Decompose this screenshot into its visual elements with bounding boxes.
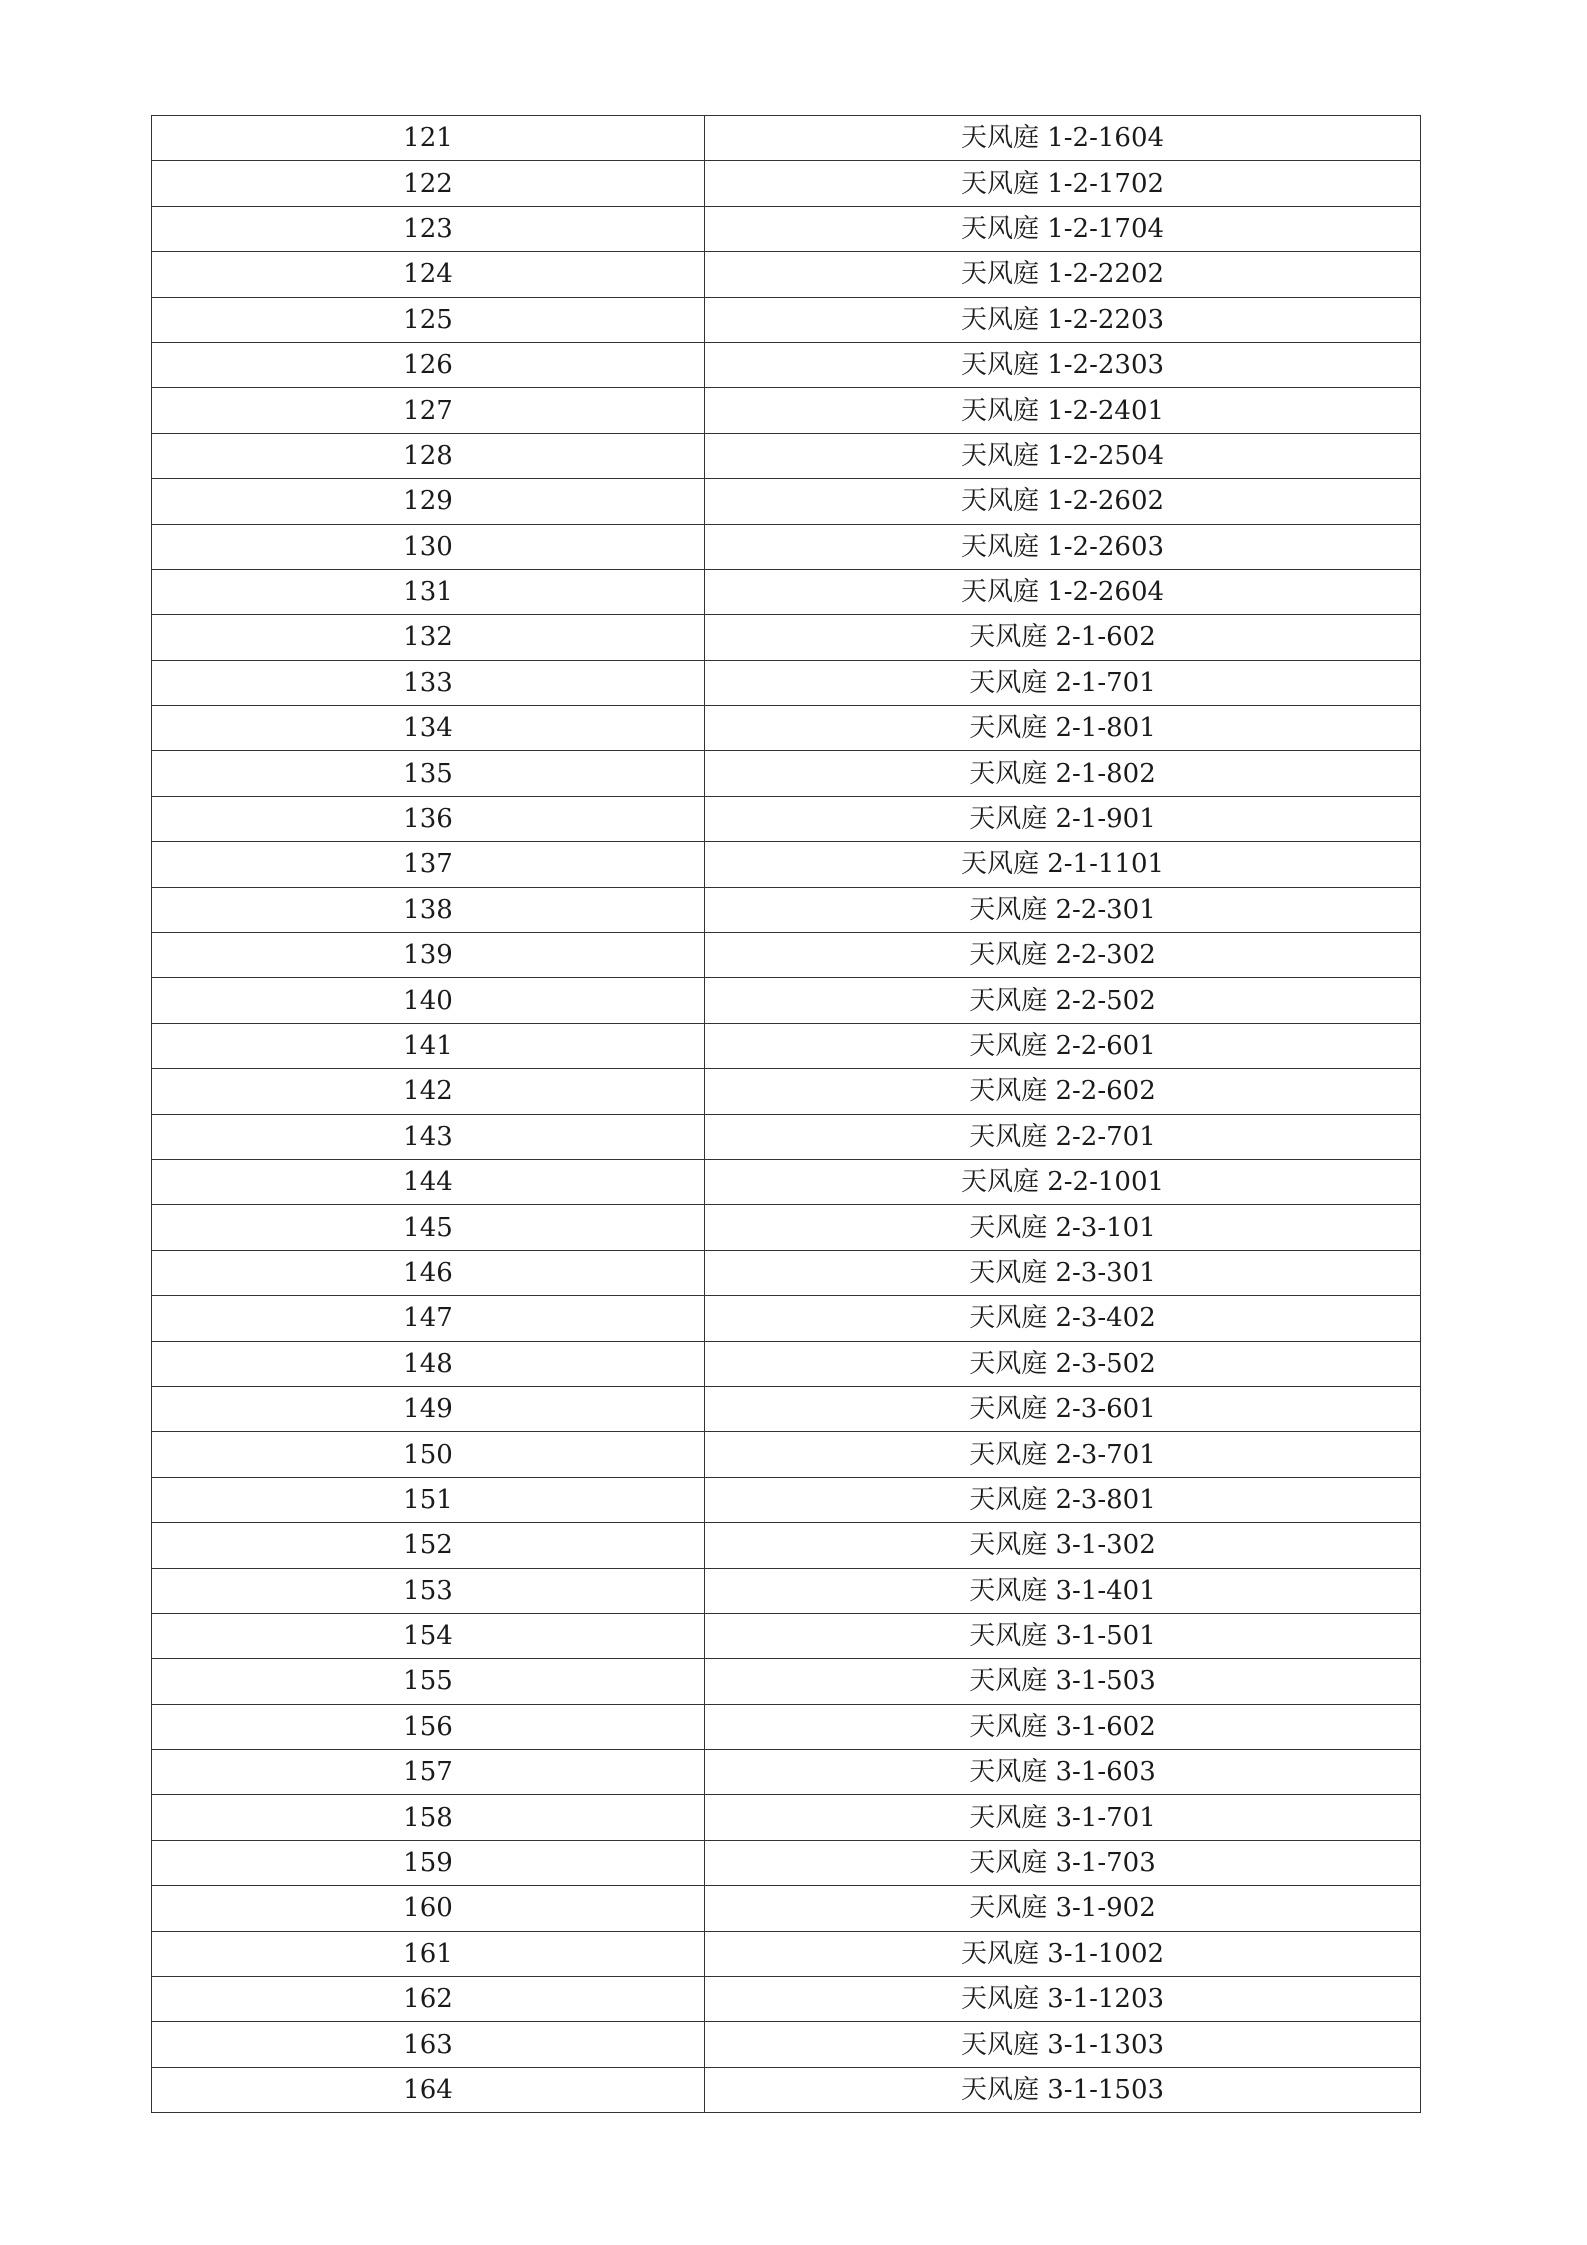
row-number-cell: 144 — [152, 1159, 705, 1204]
row-number-cell: 155 — [152, 1659, 705, 1704]
table-row — [152, 1613, 1421, 1658]
table-row — [152, 1341, 1421, 1386]
row-number-cell: 146 — [152, 1250, 705, 1295]
unit-address-cell: 天风庭 2-3-101 — [705, 1205, 1421, 1250]
row-number-cell: 163 — [152, 2022, 705, 2067]
table-row — [152, 206, 1421, 251]
unit-address-cell: 天风庭 1-2-1702 — [705, 161, 1421, 206]
table-row — [152, 388, 1421, 433]
unit-address-cell: 天风庭 2-1-901 — [705, 796, 1421, 841]
unit-address-cell: 天风庭 1-2-2504 — [705, 433, 1421, 478]
row-number-cell: 145 — [152, 1205, 705, 1250]
row-number-cell: 157 — [152, 1750, 705, 1795]
unit-address-cell: 天风庭 1-2-2603 — [705, 524, 1421, 569]
unit-address-cell: 天风庭 2-3-801 — [705, 1477, 1421, 1522]
row-number-cell: 148 — [152, 1341, 705, 1386]
unit-address-cell: 天风庭 2-2-701 — [705, 1114, 1421, 1159]
unit-address-cell: 天风庭 1-2-1604 — [705, 116, 1421, 161]
table-row — [152, 1250, 1421, 1295]
row-number-cell: 150 — [152, 1432, 705, 1477]
row-number-cell: 135 — [152, 751, 705, 796]
row-number-cell: 136 — [152, 796, 705, 841]
row-number-cell: 129 — [152, 479, 705, 524]
row-number-cell: 124 — [152, 252, 705, 297]
row-number-cell: 160 — [152, 1886, 705, 1931]
table-row — [152, 1659, 1421, 1704]
table-row — [152, 1296, 1421, 1341]
table-row — [152, 978, 1421, 1023]
unit-address-cell: 天风庭 2-3-301 — [705, 1250, 1421, 1295]
unit-address-cell: 天风庭 3-1-1203 — [705, 1977, 1421, 2022]
table-row — [152, 706, 1421, 751]
table-row — [152, 796, 1421, 841]
table-row — [152, 1568, 1421, 1613]
unit-address-cell: 天风庭 3-1-703 — [705, 1840, 1421, 1885]
table-row — [152, 887, 1421, 932]
row-number-cell: 151 — [152, 1477, 705, 1522]
unit-address-cell: 天风庭 2-1-802 — [705, 751, 1421, 796]
unit-address-cell: 天风庭 2-2-502 — [705, 978, 1421, 1023]
table-row — [152, 933, 1421, 978]
table-row — [152, 1069, 1421, 1114]
table-row — [152, 524, 1421, 569]
unit-address-cell: 天风庭 3-1-1002 — [705, 1931, 1421, 1976]
row-number-cell: 159 — [152, 1840, 705, 1885]
table-row — [152, 615, 1421, 660]
table-row — [152, 1886, 1421, 1931]
unit-address-cell: 天风庭 3-1-602 — [705, 1704, 1421, 1749]
table-row — [152, 1795, 1421, 1840]
unit-address-cell: 天风庭 3-1-503 — [705, 1659, 1421, 1704]
table-row — [152, 2022, 1421, 2067]
table-row — [152, 1023, 1421, 1068]
unit-address-cell: 天风庭 3-1-302 — [705, 1523, 1421, 1568]
unit-address-cell: 天风庭 2-3-601 — [705, 1386, 1421, 1431]
row-number-cell: 133 — [152, 660, 705, 705]
unit-address-cell: 天风庭 2-3-402 — [705, 1296, 1421, 1341]
table-row — [152, 161, 1421, 206]
table-row — [152, 1432, 1421, 1477]
table-row — [152, 1205, 1421, 1250]
unit-address-cell: 天风庭 2-2-602 — [705, 1069, 1421, 1114]
row-number-cell: 134 — [152, 706, 705, 751]
unit-address-cell: 天风庭 3-1-1303 — [705, 2022, 1421, 2067]
table-row — [152, 1704, 1421, 1749]
row-number-cell: 125 — [152, 297, 705, 342]
unit-address-cell: 天风庭 2-3-502 — [705, 1341, 1421, 1386]
table-row — [152, 1477, 1421, 1522]
table-row — [152, 1750, 1421, 1795]
row-number-cell: 126 — [152, 342, 705, 387]
table-row — [152, 116, 1421, 161]
unit-address-cell: 天风庭 3-1-501 — [705, 1613, 1421, 1658]
row-number-cell: 153 — [152, 1568, 705, 1613]
table-row — [152, 1386, 1421, 1431]
table-row — [152, 433, 1421, 478]
row-number-cell: 161 — [152, 1931, 705, 1976]
table-row — [152, 1977, 1421, 2022]
row-number-cell: 141 — [152, 1023, 705, 1068]
table-row — [152, 479, 1421, 524]
row-number-cell: 152 — [152, 1523, 705, 1568]
unit-address-cell: 天风庭 3-1-902 — [705, 1886, 1421, 1931]
unit-address-cell: 天风庭 3-1-401 — [705, 1568, 1421, 1613]
table-row — [152, 252, 1421, 297]
table-row — [152, 342, 1421, 387]
unit-address-cell: 天风庭 3-1-1503 — [705, 2067, 1421, 2112]
unit-address-cell: 天风庭 2-2-301 — [705, 887, 1421, 932]
row-number-cell: 143 — [152, 1114, 705, 1159]
row-number-cell: 164 — [152, 2067, 705, 2112]
unit-address-cell: 天风庭 2-2-1001 — [705, 1159, 1421, 1204]
table-row — [152, 1931, 1421, 1976]
row-number-cell: 154 — [152, 1613, 705, 1658]
row-number-cell: 127 — [152, 388, 705, 433]
table-row — [152, 842, 1421, 887]
unit-address-cell: 天风庭 3-1-701 — [705, 1795, 1421, 1840]
row-number-cell: 140 — [152, 978, 705, 1023]
row-number-cell: 137 — [152, 842, 705, 887]
row-number-cell: 158 — [152, 1795, 705, 1840]
unit-address-cell: 天风庭 1-2-2401 — [705, 388, 1421, 433]
unit-address-cell: 天风庭 1-2-2602 — [705, 479, 1421, 524]
row-number-cell: 122 — [152, 161, 705, 206]
unit-address-cell: 天风庭 1-2-2303 — [705, 342, 1421, 387]
row-number-cell: 132 — [152, 615, 705, 660]
row-number-cell: 130 — [152, 524, 705, 569]
row-number-cell: 123 — [152, 206, 705, 251]
unit-address-cell: 天风庭 2-3-701 — [705, 1432, 1421, 1477]
table-row — [152, 1159, 1421, 1204]
unit-address-cell: 天风庭 1-2-2202 — [705, 252, 1421, 297]
row-number-cell: 147 — [152, 1296, 705, 1341]
unit-address-cell: 天风庭 1-2-1704 — [705, 206, 1421, 251]
unit-address-cell: 天风庭 2-1-801 — [705, 706, 1421, 751]
row-number-cell: 139 — [152, 933, 705, 978]
row-number-cell: 142 — [152, 1069, 705, 1114]
unit-address-cell: 天风庭 2-1-701 — [705, 660, 1421, 705]
table-row — [152, 569, 1421, 614]
row-number-cell: 162 — [152, 1977, 705, 2022]
unit-address-cell: 天风庭 3-1-603 — [705, 1750, 1421, 1795]
row-number-cell: 138 — [152, 887, 705, 932]
table-row — [152, 1523, 1421, 1568]
row-number-cell: 131 — [152, 569, 705, 614]
unit-address-cell: 天风庭 2-2-302 — [705, 933, 1421, 978]
row-number-cell: 128 — [152, 433, 705, 478]
unit-address-cell: 天风庭 1-2-2203 — [705, 297, 1421, 342]
unit-address-cell: 天风庭 2-1-1101 — [705, 842, 1421, 887]
row-number-cell: 149 — [152, 1386, 705, 1431]
row-number-cell: 156 — [152, 1704, 705, 1749]
table-row — [152, 751, 1421, 796]
table-row — [152, 660, 1421, 705]
unit-address-cell: 天风庭 1-2-2604 — [705, 569, 1421, 614]
row-number-cell: 121 — [152, 116, 705, 161]
unit-address-cell: 天风庭 2-2-601 — [705, 1023, 1421, 1068]
table-row — [152, 1840, 1421, 1885]
table-row — [152, 297, 1421, 342]
table-row — [152, 2067, 1421, 2112]
unit-list-table — [151, 115, 1421, 2113]
unit-address-cell: 天风庭 2-1-602 — [705, 615, 1421, 660]
table-row — [152, 1114, 1421, 1159]
unit-list-body — [152, 116, 1421, 2113]
